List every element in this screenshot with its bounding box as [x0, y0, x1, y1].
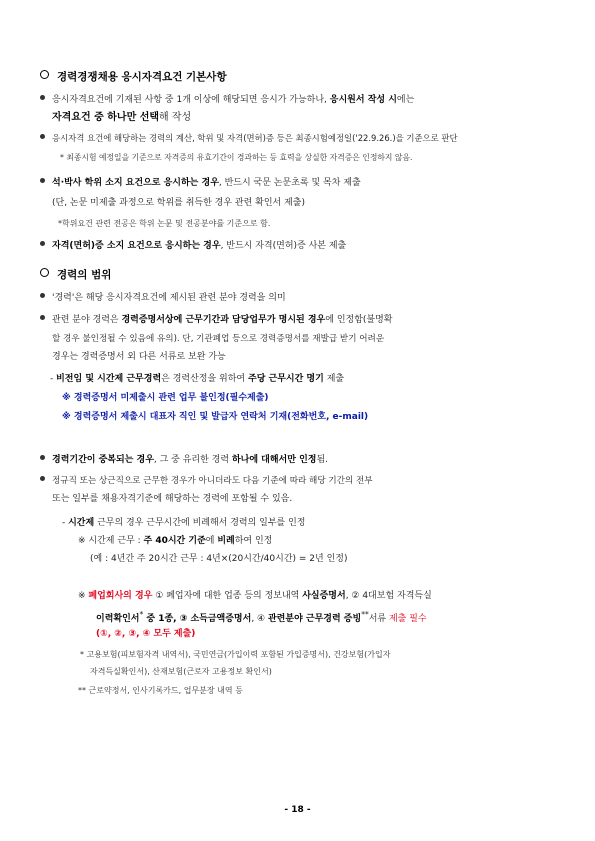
bullet-non-regular: 정규직 또는 상근직으로 근무한 경우가 아니더라도 다음 기준에 따라 해당 기간의 전부	[40, 476, 373, 487]
note-expired-cert: * 최종시험 예정일을 기준으로 자격증의 유효기간이 경과하는 등 효력을 상실한 자격증은 인정하지 않음.	[60, 153, 413, 162]
dash-parttime-career: - 비전임 및 시간제 근무경력은 경력산정을 위하여 주당 근무시간 명기 제출	[50, 374, 345, 384]
bullet-reference-date: 응시자격 요건에 해당하는 경력의 계산, 학위 및 자격(면허)증 등은 최종시험예정일('22.9.26.)을 기준으로 판단	[40, 133, 458, 144]
bullet-dot-icon	[40, 134, 45, 139]
section-title-career-scope: 경력의 범위	[40, 268, 111, 282]
bullet-dot-icon	[40, 315, 45, 320]
circle-bullet-icon	[40, 70, 49, 79]
notice-closed-company-cont: 이력확인서* 중 1종, ③ 소득금액증명서, ④ 관련분야 근무경력 증빙**서류 제출 필수	[96, 610, 427, 624]
dash-parttime-proportion: - 시간제 근무의 경우 근무시간에 비례해서 경력의 일부를 인정	[62, 518, 306, 528]
footnote-insurance: * 고용보험(피보험자격 내역서), 국민연금(가입이력 포함된 가입증명서), 건강보험(가입자	[80, 650, 391, 659]
bullet-degree-cont: (단, 논문 미제출 과정으로 학위를 취득한 경우 관련 확인서 제출)	[52, 198, 305, 208]
bullet-non-regular-cont: 또는 일부를 채용자격기준에 해당하는 경력에 포함될 수 있음.	[52, 494, 293, 504]
bullet-dot-icon	[40, 95, 45, 100]
bullet-career-recognition-cont1: 할 경우 불인정될 수 있음에 유의). 단, 기관폐업 등으로 경력증명서를 재발급 받기 어려운	[52, 334, 385, 344]
bullet-apply-conditions-cont: 자격요건 중 하나만 선택해 작성	[52, 112, 192, 123]
bullet-degree: 석·박사 학위 소지 요건으로 응시하는 경우, 반드시 국문 논문초록 및 목차 제출	[40, 178, 361, 189]
circle-bullet-icon	[40, 268, 49, 277]
notice-closed-company: ※ 폐업회사의 경우 ① 폐업자에 대한 업종 등의 정보내역 사실증명서, ② 4대보험 자격득실	[78, 591, 432, 601]
bullet-dot-icon	[40, 455, 45, 460]
section-title-basic: 경력경쟁채용 응시자격요건 기본사항	[40, 70, 227, 84]
notice-certificate-contact: ※ 경력증명서 제출시 대표자 직인 및 발급자 연락처 기재(전화번호, e-mail)	[62, 412, 369, 422]
bullet-career-recognition-cont2: 경우는 경력증명서 외 다른 서류로 보완 가능	[52, 352, 226, 362]
bullet-career-meaning: '경력'은 해당 응시자격요건에 제시된 관련 분야 경력을 의미	[40, 293, 286, 304]
footnote-insurance-cont: 자격득실확인서), 산재보험(근로자 고용정보 확인서)	[90, 667, 272, 676]
note-parttime-basis: ※ 시간제 근무 : 주 40시간 기준에 비례하여 인정	[78, 536, 273, 546]
footnote-career-proof: ** 근로약정서, 인사기록카드, 업무분장 내역 등	[78, 686, 243, 695]
bullet-dot-icon	[40, 241, 45, 246]
page-number: - 18 -	[284, 805, 311, 815]
bullet-overlap: 경력기간이 중복되는 경우, 그 중 유리한 경력 하나에 대해서만 인정됨.	[40, 455, 328, 466]
bullet-dot-icon	[40, 178, 45, 183]
bullet-dot-icon	[40, 476, 45, 481]
bullet-apply-conditions: 응시자격요건에 기재된 사항 중 1개 이상에 해당되면 응시가 가능하나, 응시원서 작성 시에는	[40, 95, 414, 106]
notice-certificate-required: ※ 경력증명서 미제출시 관련 업무 불인정(필수제출)	[62, 393, 269, 403]
note-parttime-example: (예 : 4년간 주 20시간 근무 : 4년×(20시간/40시간) = 2년 인정)	[90, 554, 348, 564]
note-degree-major: *학위요건 관련 전공은 학위 논문 및 전공분야를 기준으로 함.	[58, 219, 271, 228]
bullet-license: 자격(면허)증 소지 요건으로 응시하는 경우, 반드시 자격(면허)증 사본 제출	[40, 241, 346, 252]
bullet-career-recognition: 관련 분야 경력은 경력증명서상에 근무기간과 담당업무가 명시된 경우에 인정함(불명확	[40, 315, 393, 326]
notice-submit-all: (①, ②, ③, ④ 모두 제출)	[96, 629, 196, 639]
bullet-dot-icon	[40, 293, 45, 298]
